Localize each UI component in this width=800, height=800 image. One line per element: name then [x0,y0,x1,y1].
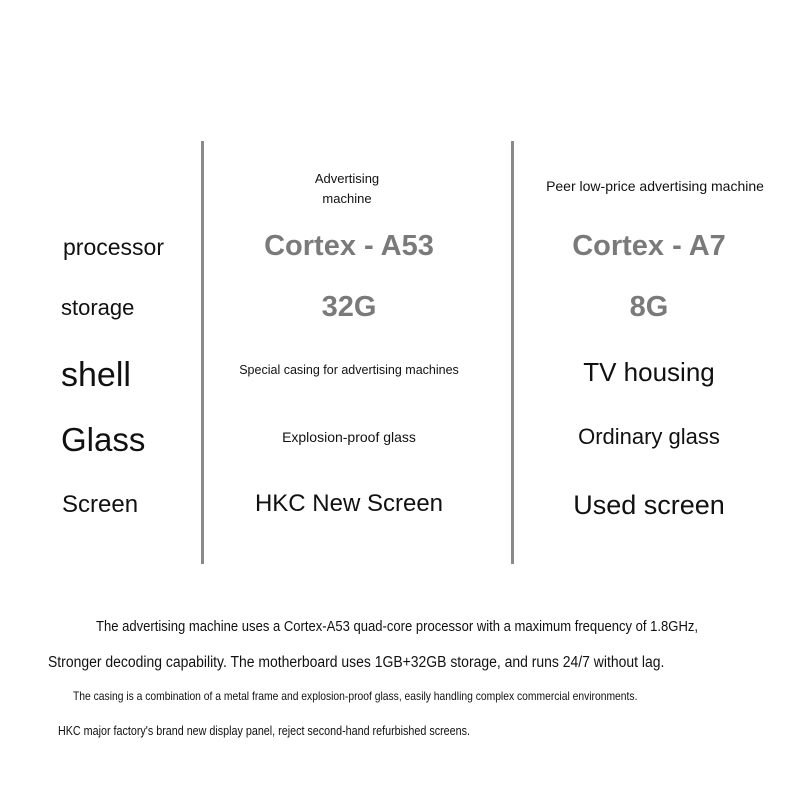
advertising-column-header [277,169,417,209]
description-line-4: HKC major factory's brand new display panel, reject second-hand refurbished screens. [58,724,470,738]
description-line-1: The advertising machine uses a Cortex-A53 quad-core processor with a maximum frequency of 1.8GHz, [96,619,699,635]
advertising-glass-value: Explosion-proof glass [282,429,416,445]
peer-column-header: Peer low-price advertising machine [546,178,764,194]
advertising-header-line2: machine [322,191,372,206]
peer-screen-value: Used screen [573,490,725,520]
description-line-2: Stronger decoding capability. The motherboard uses 1GB+32GB storage, and runs 24/7 without lag. [48,654,665,671]
row-label-shell: shell [61,356,131,394]
peer-glass-value: Ordinary glass [578,424,720,449]
advertising-shell-value: Special casing for advertising machines [239,363,459,377]
advertising-screen-value: HKC New Screen [254,490,444,517]
advertising-header-line1: Advertising [314,171,380,186]
row-label-screen: Screen [62,491,139,518]
row-label-glass: Glass [61,421,146,458]
peer-shell-value: TV housing [583,357,715,387]
column-divider-right [511,141,514,564]
row-label-processor: processor [63,234,164,260]
advertising-processor-value: Cortex - A53 [264,230,434,262]
peer-storage-value: 8G [629,291,669,323]
column-divider-left [201,141,204,564]
peer-processor-value: Cortex - A7 [572,230,726,262]
row-label-storage: storage [61,295,135,320]
advertising-storage-value: 32G [321,291,377,323]
description-line-3: The casing is a combination of a metal frame and explosion-proof glass, easily handling complex commercial environments. [73,689,638,703]
